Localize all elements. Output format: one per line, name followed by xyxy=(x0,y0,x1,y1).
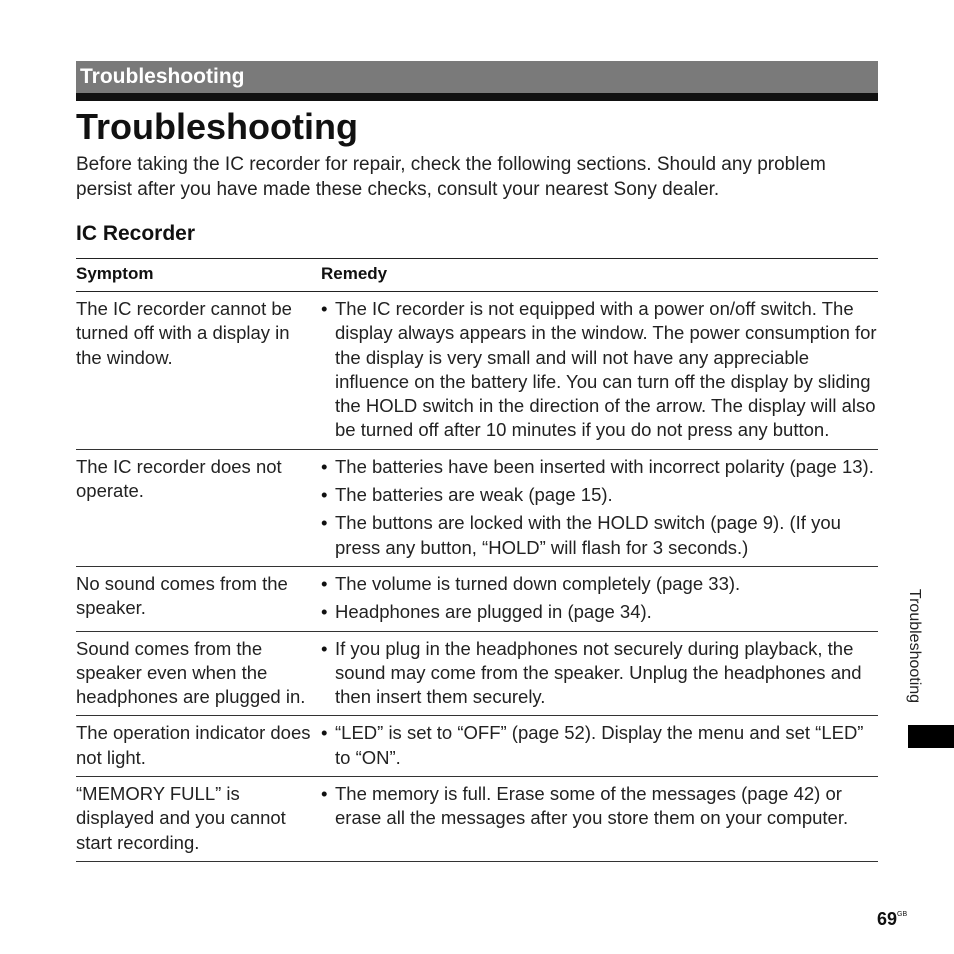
troubleshooting-table xyxy=(76,258,878,862)
remedy-item: • The volume is turned down completely (page 33). xyxy=(321,572,878,596)
remedy-item: • The IC recorder is not equipped with a power on/off switch. The display always appears in the window. The power consumption for the display is very small and will not have any appreciable influence on the battery life. You can turn off the display by sliding the HOLD switch in the direction of the arrow. The display will also be turned off after 10 minutes if you do not press any button. xyxy=(321,297,878,443)
table-row xyxy=(76,292,878,450)
symptom-cell: “MEMORY FULL” is displayed and you cannot start recording. xyxy=(76,777,321,862)
symptom-cell: Sound comes from the speaker even when the headphones are plugged in. xyxy=(76,631,321,716)
remedy-item: • Headphones are plugged in (page 34). xyxy=(321,600,878,624)
page-title: Troubleshooting xyxy=(76,106,358,147)
page-region-code: GB xyxy=(897,911,908,918)
side-section-tab xyxy=(896,578,932,714)
side-tab-label: Troubleshooting xyxy=(906,588,923,704)
remedy-list xyxy=(321,297,878,443)
remedy-cell xyxy=(321,631,878,716)
remedy-list xyxy=(321,455,878,560)
page-number-value: 69 xyxy=(877,909,898,929)
remedy-list xyxy=(321,572,878,625)
remedy-item: • The batteries have been inserted with incorrect polarity (page 13). xyxy=(321,455,878,479)
table-row xyxy=(76,566,878,631)
table-row xyxy=(76,777,878,862)
header-rule xyxy=(76,93,878,101)
subsection-heading: IC Recorder xyxy=(76,222,196,245)
remedy-item: • If you plug in the headphones not securely during playback, the sound may come from the speaker. Unplug the headphones and then insert them securely. xyxy=(321,637,878,710)
remedy-list xyxy=(321,782,878,831)
remedy-cell xyxy=(321,566,878,631)
remedy-item: • The buttons are locked with the HOLD switch (page 9). (If you press any button, “HOLD” will flash for 3 seconds.) xyxy=(321,511,878,560)
remedy-cell xyxy=(321,777,878,862)
symptom-cell: The operation indicator does not light. xyxy=(76,716,321,777)
section-header: Troubleshooting xyxy=(76,61,878,93)
remedy-cell xyxy=(321,449,878,566)
table-row xyxy=(76,716,878,777)
symptom-column-header: Symptom xyxy=(76,259,321,292)
remedy-column-header: Remedy xyxy=(321,259,878,292)
remedy-item: • The batteries are weak (page 15). xyxy=(321,483,878,507)
remedy-cell xyxy=(321,716,878,777)
remedy-list xyxy=(321,721,878,770)
page-number xyxy=(877,909,907,930)
section-tab-marker xyxy=(908,725,954,748)
intro-paragraph: Before taking the IC recorder for repair, check the following sections. Should any problem persist after you have made these checks, consult your nearest Sony dealer. xyxy=(76,154,826,200)
symptom-cell: The IC recorder does not operate. xyxy=(76,449,321,566)
table-row xyxy=(76,449,878,566)
remedy-item: • The memory is full. Erase some of the messages (page 42) or erase all the messages after you store them on your computer. xyxy=(321,782,878,831)
table-row xyxy=(76,631,878,716)
remedy-list xyxy=(321,637,878,710)
symptom-cell: No sound comes from the speaker. xyxy=(76,566,321,631)
table-header-row xyxy=(76,259,878,292)
symptom-cell: The IC recorder cannot be turned off with a display in the window. xyxy=(76,292,321,450)
remedy-item: • “LED” is set to “OFF” (page 52). Display the menu and set “LED” to “ON”. xyxy=(321,721,878,770)
remedy-cell xyxy=(321,292,878,450)
